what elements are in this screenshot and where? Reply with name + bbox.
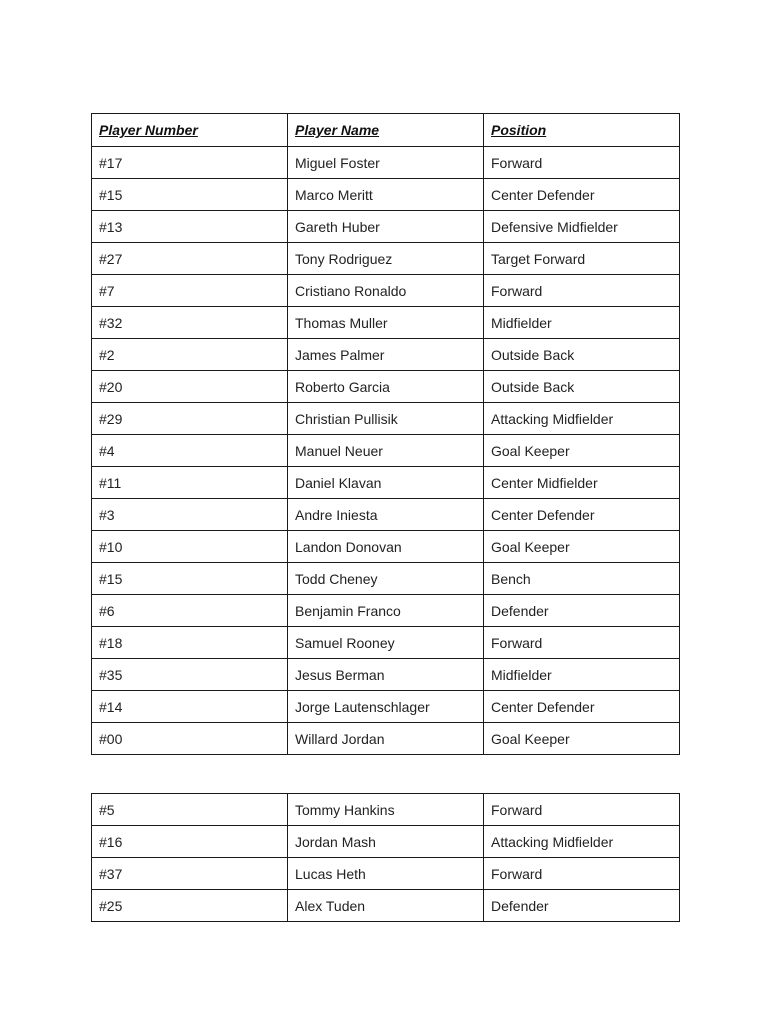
roster-body: [92, 147, 680, 755]
table-row: [92, 659, 680, 691]
position-cell: Bench: [484, 563, 680, 595]
table-row: [92, 403, 680, 435]
table-row: [92, 499, 680, 531]
table-row: [92, 339, 680, 371]
table-row: [92, 794, 680, 826]
position-cell: Goal Keeper: [484, 531, 680, 563]
table-row: [92, 691, 680, 723]
header-row: [92, 114, 680, 147]
position-cell: Attacking Midfielder: [484, 403, 680, 435]
table-row: [92, 627, 680, 659]
position-cell: Outside Back: [484, 339, 680, 371]
player-number-cell: #4: [92, 435, 288, 467]
table-row: [92, 307, 680, 339]
table-row: [92, 563, 680, 595]
player-name-cell: Christian Pullisik: [288, 403, 484, 435]
player-number-cell: #37: [92, 858, 288, 890]
player-name-cell: Todd Cheney: [288, 563, 484, 595]
reserve-table: [91, 793, 680, 922]
position-cell: Outside Back: [484, 371, 680, 403]
player-number-cell: #5: [92, 794, 288, 826]
position-cell: Midfielder: [484, 307, 680, 339]
table-row: [92, 275, 680, 307]
position-cell: Goal Keeper: [484, 435, 680, 467]
player-name-cell: Benjamin Franco: [288, 595, 484, 627]
position-cell: Forward: [484, 627, 680, 659]
player-number-cell: #32: [92, 307, 288, 339]
player-number-cell: #6: [92, 595, 288, 627]
table-row: [92, 371, 680, 403]
player-number-cell: #15: [92, 563, 288, 595]
table-row: [92, 243, 680, 275]
table-row: [92, 531, 680, 563]
position-cell: Center Midfielder: [484, 467, 680, 499]
player-number-cell: #3: [92, 499, 288, 531]
player-number-cell: #20: [92, 371, 288, 403]
player-number-cell: #14: [92, 691, 288, 723]
table-row: [92, 595, 680, 627]
player-name-cell: Lucas Heth: [288, 858, 484, 890]
header-player-name: Player Name: [288, 114, 484, 147]
player-number-cell: #00: [92, 723, 288, 755]
player-name-cell: Marco Meritt: [288, 179, 484, 211]
position-cell: Defensive Midfielder: [484, 211, 680, 243]
player-name-cell: James Palmer: [288, 339, 484, 371]
roster-table: [91, 113, 680, 755]
table-row: [92, 435, 680, 467]
position-cell: Forward: [484, 275, 680, 307]
table-row: [92, 179, 680, 211]
player-name-cell: Tony Rodriguez: [288, 243, 484, 275]
player-name-cell: Cristiano Ronaldo: [288, 275, 484, 307]
player-name-cell: Landon Donovan: [288, 531, 484, 563]
position-cell: Center Defender: [484, 499, 680, 531]
player-number-cell: #13: [92, 211, 288, 243]
player-name-cell: Gareth Huber: [288, 211, 484, 243]
player-name-cell: Jordan Mash: [288, 826, 484, 858]
player-number-cell: #15: [92, 179, 288, 211]
player-name-cell: Roberto Garcia: [288, 371, 484, 403]
position-cell: Midfielder: [484, 659, 680, 691]
player-number-cell: #25: [92, 890, 288, 922]
player-number-cell: #27: [92, 243, 288, 275]
player-number-cell: #7: [92, 275, 288, 307]
table-row: [92, 858, 680, 890]
position-cell: Goal Keeper: [484, 723, 680, 755]
table-row: [92, 723, 680, 755]
header-player-number: Player Number: [92, 114, 288, 147]
header-position: Position: [484, 114, 680, 147]
reserve-body: [92, 794, 680, 922]
player-number-cell: #18: [92, 627, 288, 659]
player-name-cell: Jesus Berman: [288, 659, 484, 691]
player-number-cell: #11: [92, 467, 288, 499]
position-cell: Forward: [484, 794, 680, 826]
player-number-cell: #35: [92, 659, 288, 691]
player-name-cell: Tommy Hankins: [288, 794, 484, 826]
player-name-cell: Daniel Klavan: [288, 467, 484, 499]
player-name-cell: Alex Tuden: [288, 890, 484, 922]
player-number-cell: #10: [92, 531, 288, 563]
position-cell: Attacking Midfielder: [484, 826, 680, 858]
player-number-cell: #16: [92, 826, 288, 858]
player-name-cell: Miguel Foster: [288, 147, 484, 179]
player-number-cell: #17: [92, 147, 288, 179]
position-cell: Center Defender: [484, 179, 680, 211]
player-name-cell: Thomas Muller: [288, 307, 484, 339]
table-row: [92, 890, 680, 922]
position-cell: Defender: [484, 595, 680, 627]
table-row: [92, 211, 680, 243]
player-number-cell: #29: [92, 403, 288, 435]
player-name-cell: Samuel Rooney: [288, 627, 484, 659]
position-cell: Center Defender: [484, 691, 680, 723]
player-number-cell: #2: [92, 339, 288, 371]
player-name-cell: Andre Iniesta: [288, 499, 484, 531]
position-cell: Forward: [484, 858, 680, 890]
position-cell: Target Forward: [484, 243, 680, 275]
position-cell: Forward: [484, 147, 680, 179]
player-name-cell: Willard Jordan: [288, 723, 484, 755]
table-row: [92, 467, 680, 499]
position-cell: Defender: [484, 890, 680, 922]
table-row: [92, 826, 680, 858]
player-name-cell: Jorge Lautenschlager: [288, 691, 484, 723]
player-name-cell: Manuel Neuer: [288, 435, 484, 467]
table-row: [92, 147, 680, 179]
